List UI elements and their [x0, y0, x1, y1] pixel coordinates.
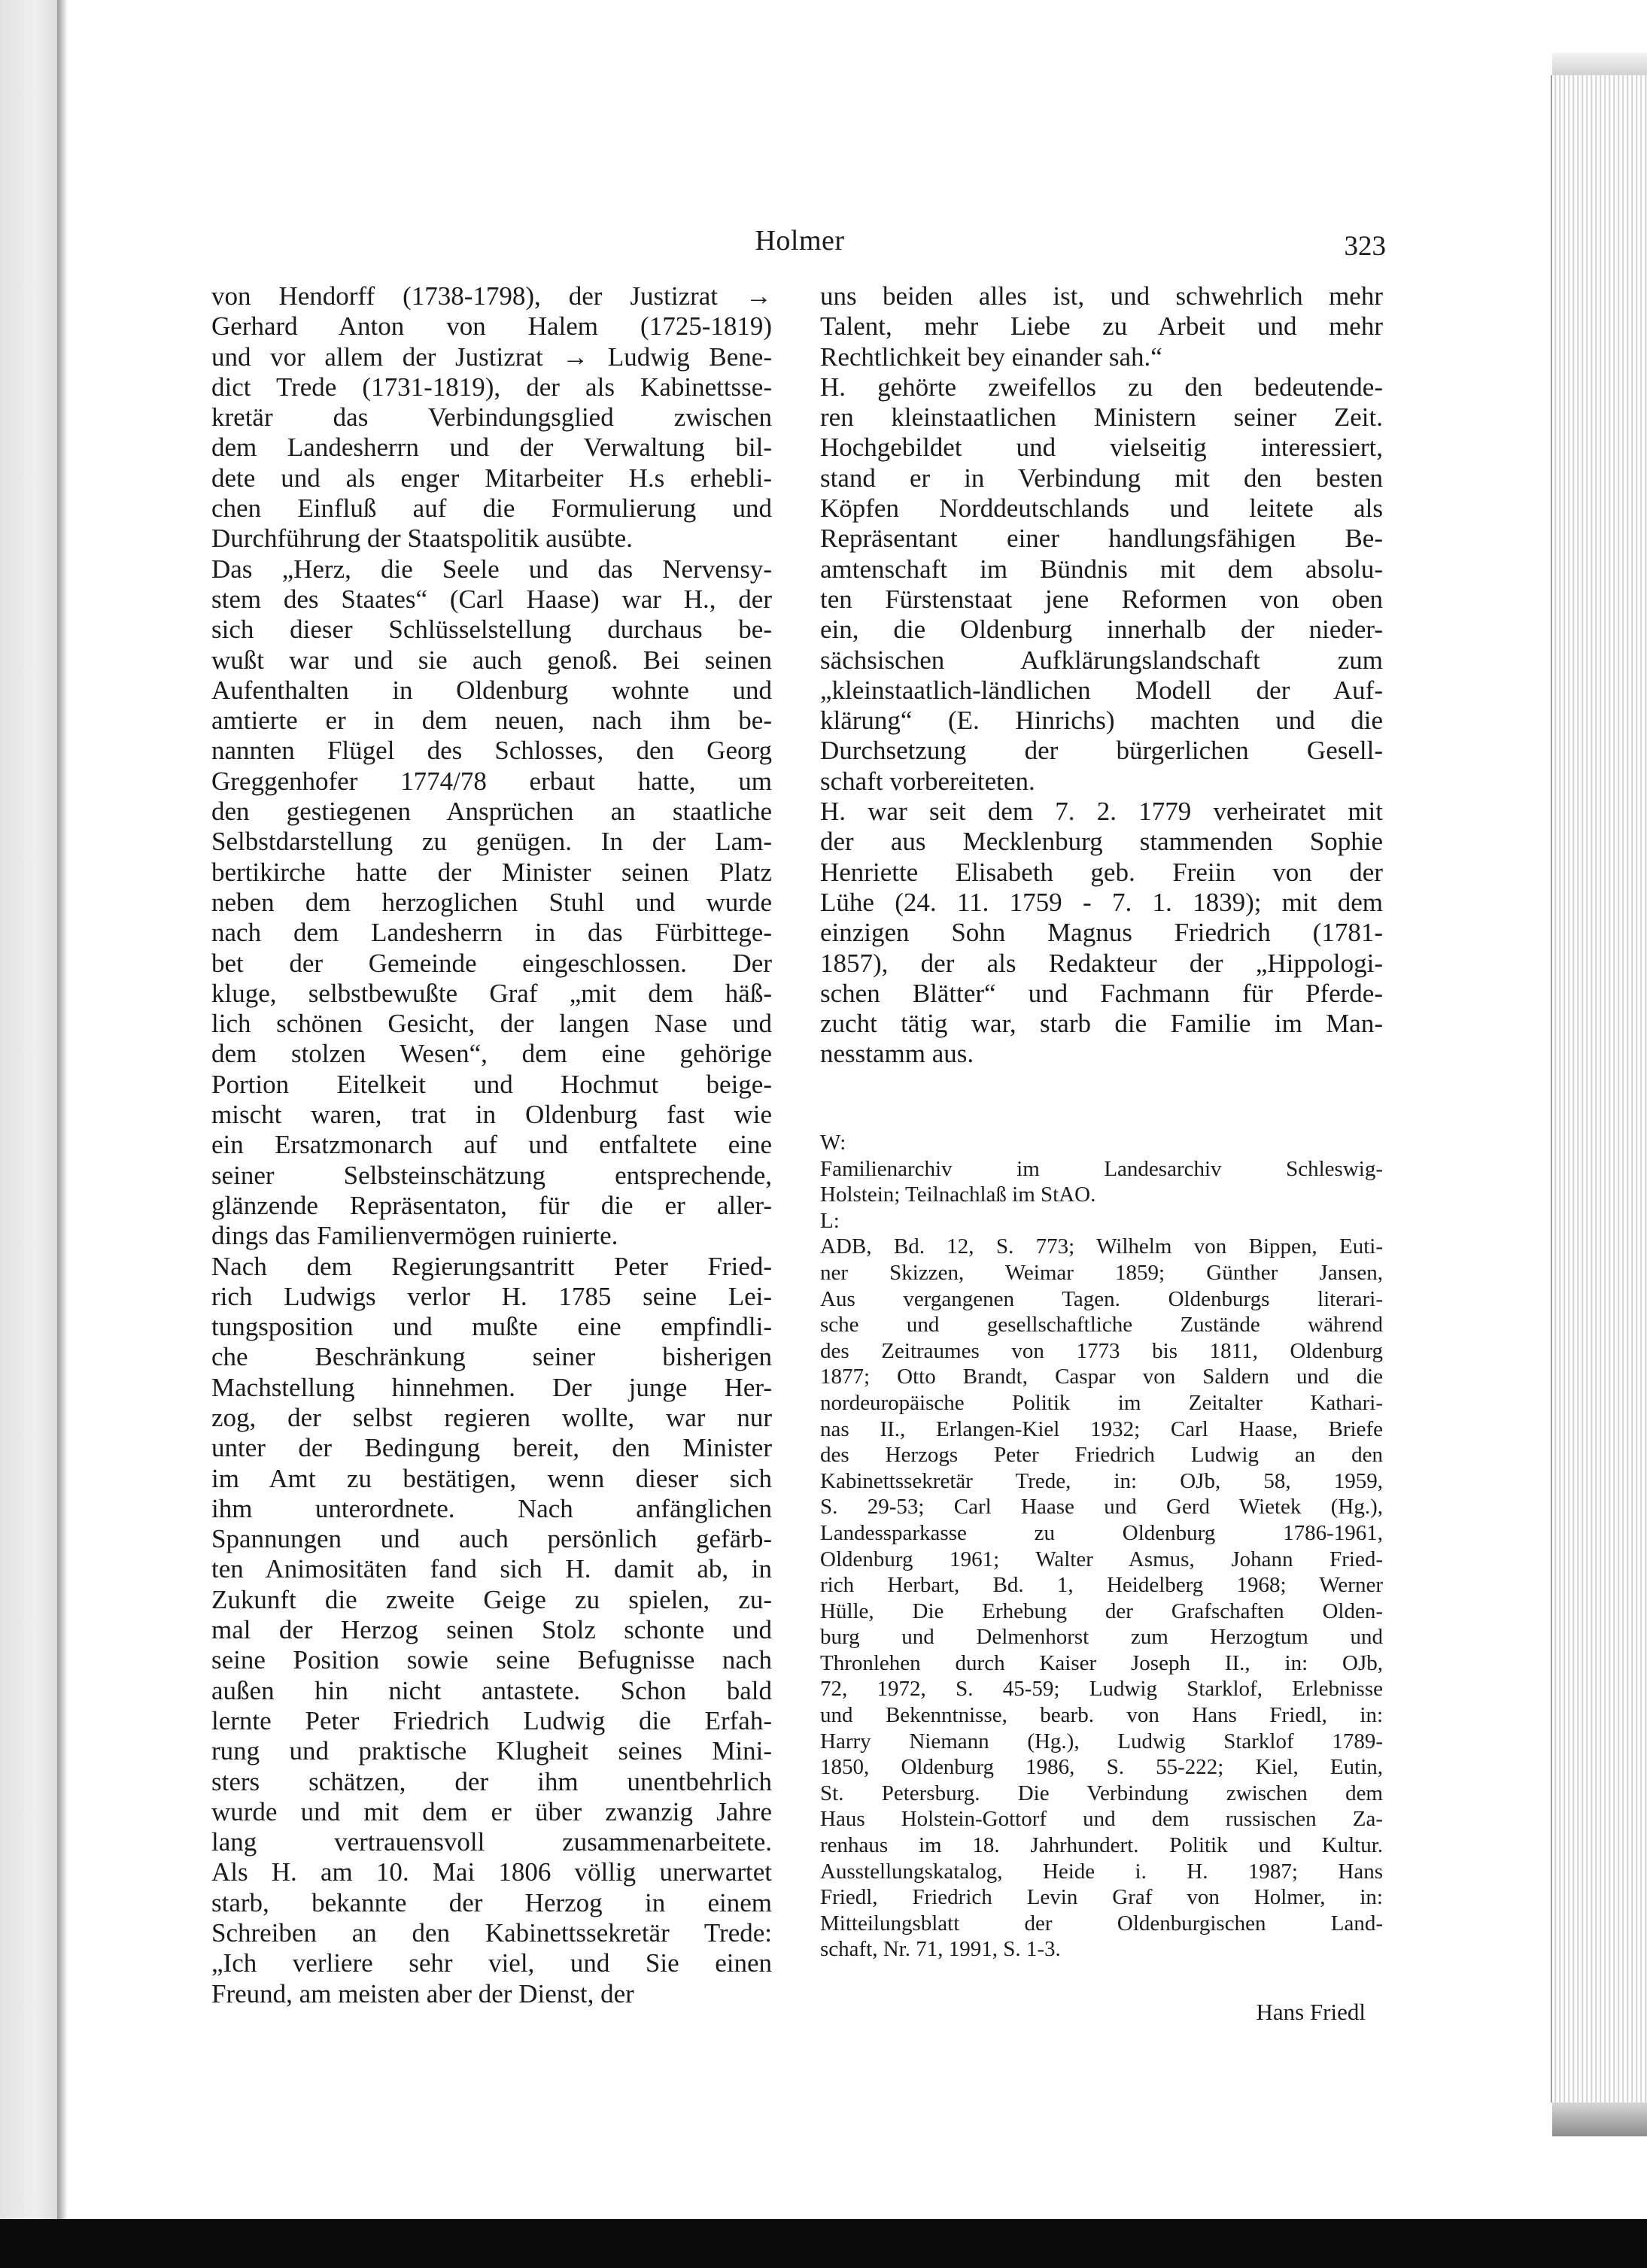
text-line: wurde und mit dem er über zwanzig Jahre — [211, 1796, 772, 1826]
text-line: und vor allem der Justizrat → Ludwig Bene- — [211, 342, 772, 372]
text-line: glänzende Repräsentaton, für die er aller- — [211, 1190, 772, 1220]
left-text-column — [211, 281, 772, 2009]
text-line: schaft, Nr. 71, 1991, S. 1-3. — [820, 1937, 1061, 1962]
text-line: Hülle, Die Erhebung der Grafschaften Olden- — [820, 1599, 1383, 1623]
adjacent-page-edge — [0, 0, 60, 2219]
text-line: sächsischen Aufklärungslandschaft zum — [820, 645, 1383, 675]
text-line: Aufenthalten in Oldenburg wohnte und — [211, 675, 772, 705]
text-line: Repräsentant einer handlungsfähigen Be- — [820, 524, 1383, 554]
text-line: Hochgebildet und vielseitig interessiert, — [820, 433, 1383, 463]
bibliography-block — [820, 1130, 1383, 1963]
text-line: ein, die Oldenburg innerhalb der nieder- — [820, 615, 1383, 645]
scan-bottom-shadow — [0, 2219, 1647, 2268]
text-line: W: — [820, 1131, 846, 1155]
text-line: lernte Peter Friedrich Ludwig die Erfah- — [211, 1705, 772, 1735]
text-line: Haus Holstein-Gottorf und dem russischen Za- — [820, 1807, 1383, 1832]
text-line: im Amt zu bestätigen, wenn dieser sich — [211, 1463, 772, 1493]
text-line: Mitteilungsblatt der Oldenburgischen Land- — [820, 1911, 1383, 1936]
text-line: Greggenhofer 1774/78 erbaut hatte, um — [211, 766, 772, 796]
text-line: Nach dem Regierungsantritt Peter Fried- — [211, 1251, 772, 1281]
text-line: amtierte er in dem neuen, nach ihm be- — [211, 706, 772, 736]
text-line: Durchsetzung der bürgerlichen Gesell- — [820, 736, 1383, 766]
text-line: Köpfen Norddeutschlands und leitete als — [820, 493, 1383, 524]
text-line: nesstamm aus. — [820, 1039, 974, 1069]
text-line: Selbstdarstellung zu genügen. In der Lam- — [211, 827, 772, 857]
text-line: tungsposition und mußte eine empfindli- — [211, 1312, 772, 1342]
text-line: H. gehörte zweifellos zu den bedeutende- — [820, 372, 1383, 402]
text-line: uns beiden alles ist, und schwehrlich mehr — [820, 281, 1383, 311]
text-line: stem des Staates“ (Carl Haase) war H., der — [211, 584, 772, 614]
text-line: Holstein; Teilnachlaß im StAO. — [820, 1183, 1096, 1207]
text-line: rung und praktische Klugheit seines Mini- — [211, 1736, 772, 1766]
text-line: Kabinettssekretär Trede, in: OJb, 58, 1959, — [820, 1468, 1383, 1493]
text-line: der aus Mecklenburg stammenden Sophie — [820, 827, 1383, 857]
text-line: ein Ersatzmonarch auf und entfaltete eine — [211, 1130, 772, 1160]
text-line: 1850, Oldenburg 1986, S. 55-222; Kiel, Eutin, — [820, 1755, 1383, 1780]
text-line: schaft vorbereiteten. — [820, 766, 1035, 796]
text-line: mal der Herzog seinen Stolz schonte und — [211, 1615, 772, 1645]
text-line: rich Herbart, Bd. 1, Heidelberg 1968; Werner — [820, 1573, 1383, 1598]
text-line: amtenschaft im Bündnis mit dem absolu- — [820, 554, 1383, 584]
author-signature: Hans Friedl — [1256, 1999, 1366, 2025]
text-line: dict Trede (1731-1819), der als Kabinettsse- — [211, 372, 772, 402]
text-line: Zukunft die zweite Geige zu spielen, zu- — [211, 1584, 772, 1614]
text-line: Durchführung der Staatspolitik ausübte. — [211, 524, 633, 554]
text-line: wußt war und sie auch genoß. Bei seinen — [211, 645, 772, 675]
text-line: zucht tätig war, starb die Familie im Man- — [820, 1009, 1383, 1039]
text-line: bet der Gemeinde eingeschlossen. Der — [211, 948, 772, 978]
text-line: stand er in Verbindung mit den besten — [820, 463, 1383, 493]
text-line: Friedl, Friedrich Levin Graf von Holmer, in: — [820, 1885, 1383, 1910]
text-line: nas II., Erlangen-Kiel 1932; Carl Haase, Briefe — [820, 1416, 1383, 1441]
text-line: Als H. am 10. Mai 1806 völlig unerwartet — [211, 1857, 772, 1887]
text-line: starb, bekannte der Herzog in einem — [211, 1887, 772, 1917]
text-line: 1857), der als Redakteur der „Hippologi- — [820, 948, 1383, 978]
text-line: von Hendorff (1738-1798), der Justizrat → — [211, 281, 772, 311]
text-line: sich dieser Schlüsselstellung durchaus be- — [211, 615, 772, 645]
text-line: sters schätzen, der ihm unentbehrlich — [211, 1766, 772, 1796]
text-line: Oldenburg 1961; Walter Asmus, Johann Fried- — [820, 1547, 1383, 1571]
text-line: lich schönen Gesicht, der langen Nase und — [211, 1009, 772, 1039]
text-line: Harry Niemann (Hg.), Ludwig Starklof 1789- — [820, 1729, 1383, 1753]
text-line: ihm unterordnete. Nach anfänglichen — [211, 1493, 772, 1523]
text-line: Lühe (24. 11. 1759 - 7. 1. 1839); mit dem — [820, 887, 1383, 917]
text-line: mischt waren, trat in Oldenburg fast wie — [211, 1100, 772, 1130]
text-line: einzigen Sohn Magnus Friedrich (1781- — [820, 918, 1383, 948]
text-line: dem stolzen Wesen“, dem eine gehörige — [211, 1039, 772, 1069]
text-line: dete und als enger Mitarbeiter H.s erhebli- — [211, 463, 772, 493]
text-line: Henriette Elisabeth geb. Freiin von der — [820, 857, 1383, 887]
text-line: nannten Flügel des Schlosses, den Georg — [211, 736, 772, 766]
text-line: Thronlehen durch Kaiser Joseph II., in: OJb, — [820, 1650, 1383, 1675]
text-line: des Zeitraumes von 1773 bis 1811, Oldenburg — [820, 1338, 1383, 1363]
text-line: „kleinstaatlich-ländlichen Modell der Auf- — [820, 675, 1383, 705]
text-line: neben dem herzoglichen Stuhl und wurde — [211, 887, 772, 917]
page-number: 323 — [1344, 231, 1386, 262]
text-line: seiner Selbsteinschätzung entsprechende, — [211, 1160, 772, 1190]
right-text-column — [820, 281, 1383, 1070]
text-line: und Bekenntnisse, bearb. von Hans Friedl, in: — [820, 1703, 1383, 1728]
text-line: dem Landesherrn und der Verwaltung bil- — [211, 433, 772, 463]
text-line: kluge, selbstbewußte Graf „mit dem häß- — [211, 978, 772, 1008]
page-stack-edge — [1551, 75, 1647, 2103]
text-line: 72, 1972, S. 45-59; Ludwig Starklof, Erlebnisse — [820, 1677, 1383, 1702]
text-line: L: — [820, 1208, 840, 1233]
text-line: che Beschränkung seiner bisherigen — [211, 1342, 772, 1372]
text-line: Schreiben an den Kabinettssekretär Trede: — [211, 1918, 772, 1948]
text-line: seine Position sowie seine Befugnisse nach — [211, 1645, 772, 1675]
text-line: Familienarchiv im Landesarchiv Schleswig- — [820, 1156, 1383, 1181]
text-line: außen hin nicht antastete. Schon bald — [211, 1675, 772, 1705]
text-line: Portion Eitelkeit und Hochmut beige- — [211, 1069, 772, 1099]
running-title: Holmer — [755, 225, 845, 257]
text-line: ner Skizzen, Weimar 1859; Günther Jansen, — [820, 1260, 1383, 1285]
text-line: burg und Delmenhorst zum Herzogtum und — [820, 1625, 1383, 1650]
text-line: den gestiegenen Ansprüchen an staatliche — [211, 797, 772, 827]
text-line: Das „Herz, die Seele und das Nervensy- — [211, 554, 772, 584]
text-line: nach dem Landesherrn in das Fürbittege- — [211, 918, 772, 948]
text-line: klärung“ (E. Hinrichs) machten und die — [820, 706, 1383, 736]
text-line: chen Einfluß auf die Formulierung und — [211, 493, 772, 524]
text-line: ren kleinstaatlichen Ministern seiner Zeit. — [820, 402, 1383, 433]
text-line: S. 29-53; Carl Haase und Gerd Wietek (Hg.), — [820, 1495, 1383, 1520]
book-gutter-shadow — [57, 0, 68, 2219]
text-line: Freund, am meisten aber der Dienst, der — [211, 1978, 634, 2008]
text-line: unter der Bedingung bereit, den Minister — [211, 1433, 772, 1463]
text-line: renhaus im 18. Jahrhundert. Politik und Kultur. — [820, 1833, 1383, 1858]
text-line: Machstellung hinnehmen. Der junge Her- — [211, 1372, 772, 1402]
text-line: dings das Familienvermögen ruinierte. — [211, 1221, 618, 1251]
text-line: nordeuropäische Politik im Zeitalter Kathari- — [820, 1390, 1383, 1415]
text-line: bertikirche hatte der Minister seinen Platz — [211, 857, 772, 887]
text-line: schen Blätter“ und Fachmann für Pferde- — [820, 978, 1383, 1008]
text-line: St. Petersburg. Die Verbindung zwischen dem — [820, 1781, 1383, 1805]
text-line: ADB, Bd. 12, S. 773; Wilhelm von Bippen, Euti- — [820, 1234, 1383, 1259]
text-line: zog, der selbst regieren wollte, war nur — [211, 1402, 772, 1432]
text-line: Spannungen und auch persönlich gefärb- — [211, 1524, 772, 1554]
text-line: rich Ludwigs verlor H. 1785 seine Lei- — [211, 1281, 772, 1311]
text-line: des Herzogs Peter Friedrich Ludwig an den — [820, 1443, 1383, 1468]
text-line: H. war seit dem 7. 2. 1779 verheiratet mit — [820, 797, 1383, 827]
text-line: Rechtlichkeit bey einander sah.“ — [820, 342, 1162, 372]
text-line: lang vertrauensvoll zusammenarbeitete. — [211, 1827, 772, 1857]
text-line: Ausstellungskatalog, Heide i. H. 1987; Hans — [820, 1859, 1383, 1884]
text-line: Gerhard Anton von Halem (1725-1819) — [211, 311, 772, 342]
text-line: Aus vergangenen Tagen. Oldenburgs literari- — [820, 1286, 1383, 1311]
text-line: kretär das Verbindungsglied zwischen — [211, 402, 772, 433]
page-stack-bottom — [1552, 2103, 1647, 2136]
text-line: „Ich verliere sehr viel, und Sie einen — [211, 1948, 772, 1978]
text-line: Talent, mehr Liebe zu Arbeit und mehr — [820, 311, 1383, 342]
text-line: sche und gesellschaftliche Zustände während — [820, 1313, 1383, 1337]
page-stack-top — [1552, 53, 1647, 77]
text-line: ten Animositäten fand sich H. damit ab, in — [211, 1554, 772, 1584]
text-line: Landessparkasse zu Oldenburg 1786-1961, — [820, 1520, 1383, 1545]
text-line: 1877; Otto Brandt, Caspar von Saldern und die — [820, 1365, 1383, 1389]
text-line: ten Fürstenstaat jene Reformen von oben — [820, 584, 1383, 614]
